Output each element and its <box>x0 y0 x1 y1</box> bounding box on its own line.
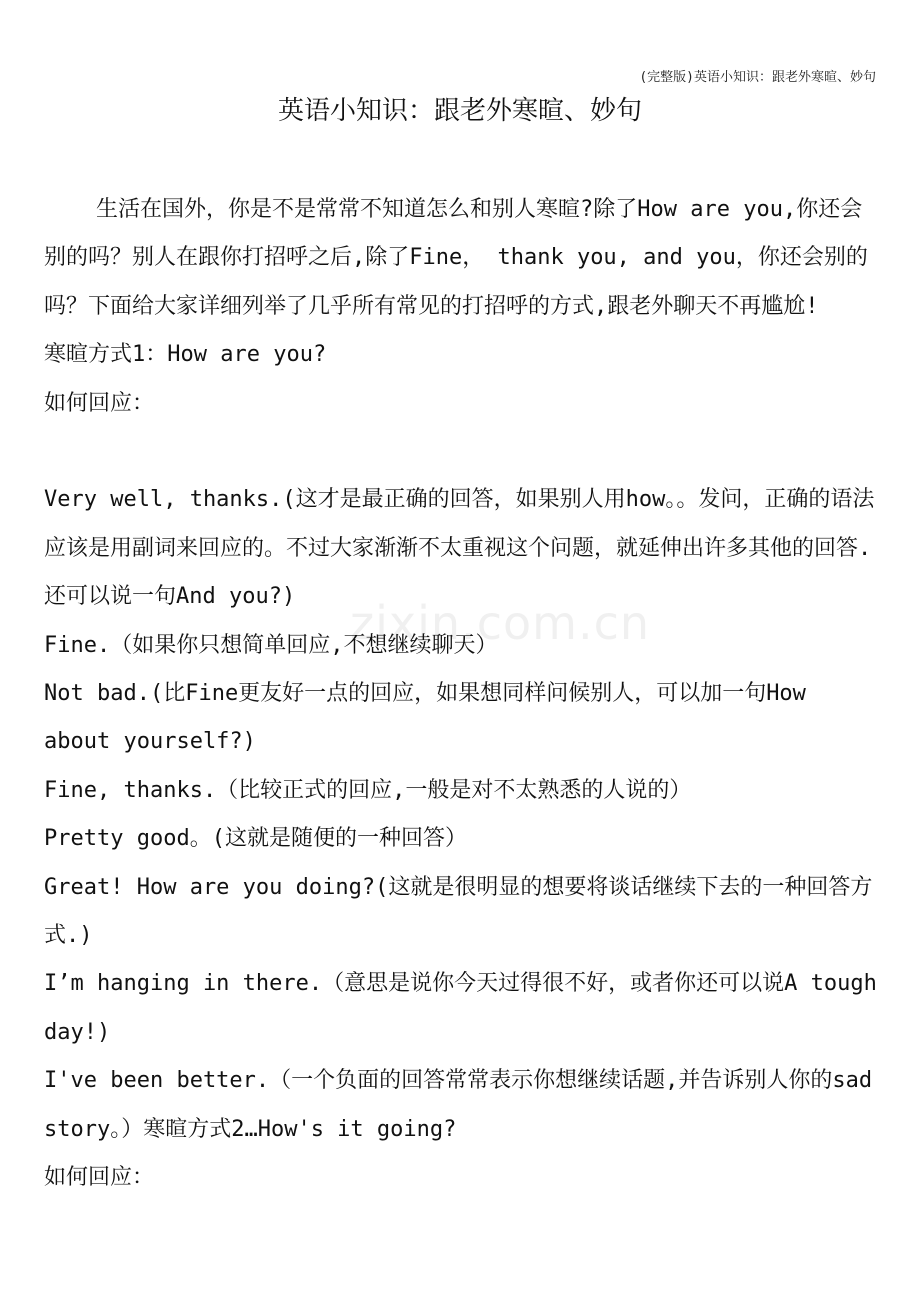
section1-heading: 寒暄方式1：How are you? <box>44 342 327 368</box>
intro-paragraph: 生活在国外，你是不是常常不知道怎么和别人寒暄?除了How are you,你还会别的吗？别人在跟你打招呼之后,除了Fine， thank you, and you，你还会别的吗？下面给大家详细列举了几乎所有常见的打招呼的方式,跟老外聊天不再尴尬! <box>44 197 868 319</box>
response-item: Very well, thanks.(这才是最正确的回答，如果别人用how。。发问，正确的语法应该是用副词来回应的。不过大家渐渐不太重视这个问题，就延伸出许多其他的回答.还可以说一句And you?) <box>44 487 875 610</box>
response-item: Pretty good。(这就是随便的一种回答） <box>44 826 467 852</box>
section2-prompt: 如何回应： <box>44 1165 155 1191</box>
running-header: (完整版)英语小知识：跟老外寒暄、妙句 <box>639 70 876 85</box>
blank-line <box>44 428 884 476</box>
page-title: 英语小知识：跟老外寒暄、妙句 <box>277 96 642 126</box>
section1-prompt: 如何回应： <box>44 390 155 416</box>
response-item: Not bad.(比Fine更友好一点的回应，如果想同样问候别人，可以加一句How about yourself?) <box>44 681 806 755</box>
response-item: I’m hanging in there.（意思是说你今天过得很不好，或者你还可以说A tough day!) <box>44 971 877 1045</box>
document-body <box>44 186 884 1203</box>
response-item: Fine, thanks.（比较正式的回应,一般是对不太熟悉的人说的） <box>44 777 692 803</box>
response-item: I've been better.（一个负面的回答常常表示你想继续话题,并告诉别人你的sad story。）寒暄方式2…How's it going? <box>44 1068 873 1142</box>
response-item: Fine.（如果你只想简单回应,不想继续聊天） <box>44 632 498 658</box>
watermark: zixin.com.cn <box>350 596 651 650</box>
response-item: Great! How are you doing?(这就是很明显的想要将谈话继续下去的一种回答方式.) <box>44 874 873 949</box>
